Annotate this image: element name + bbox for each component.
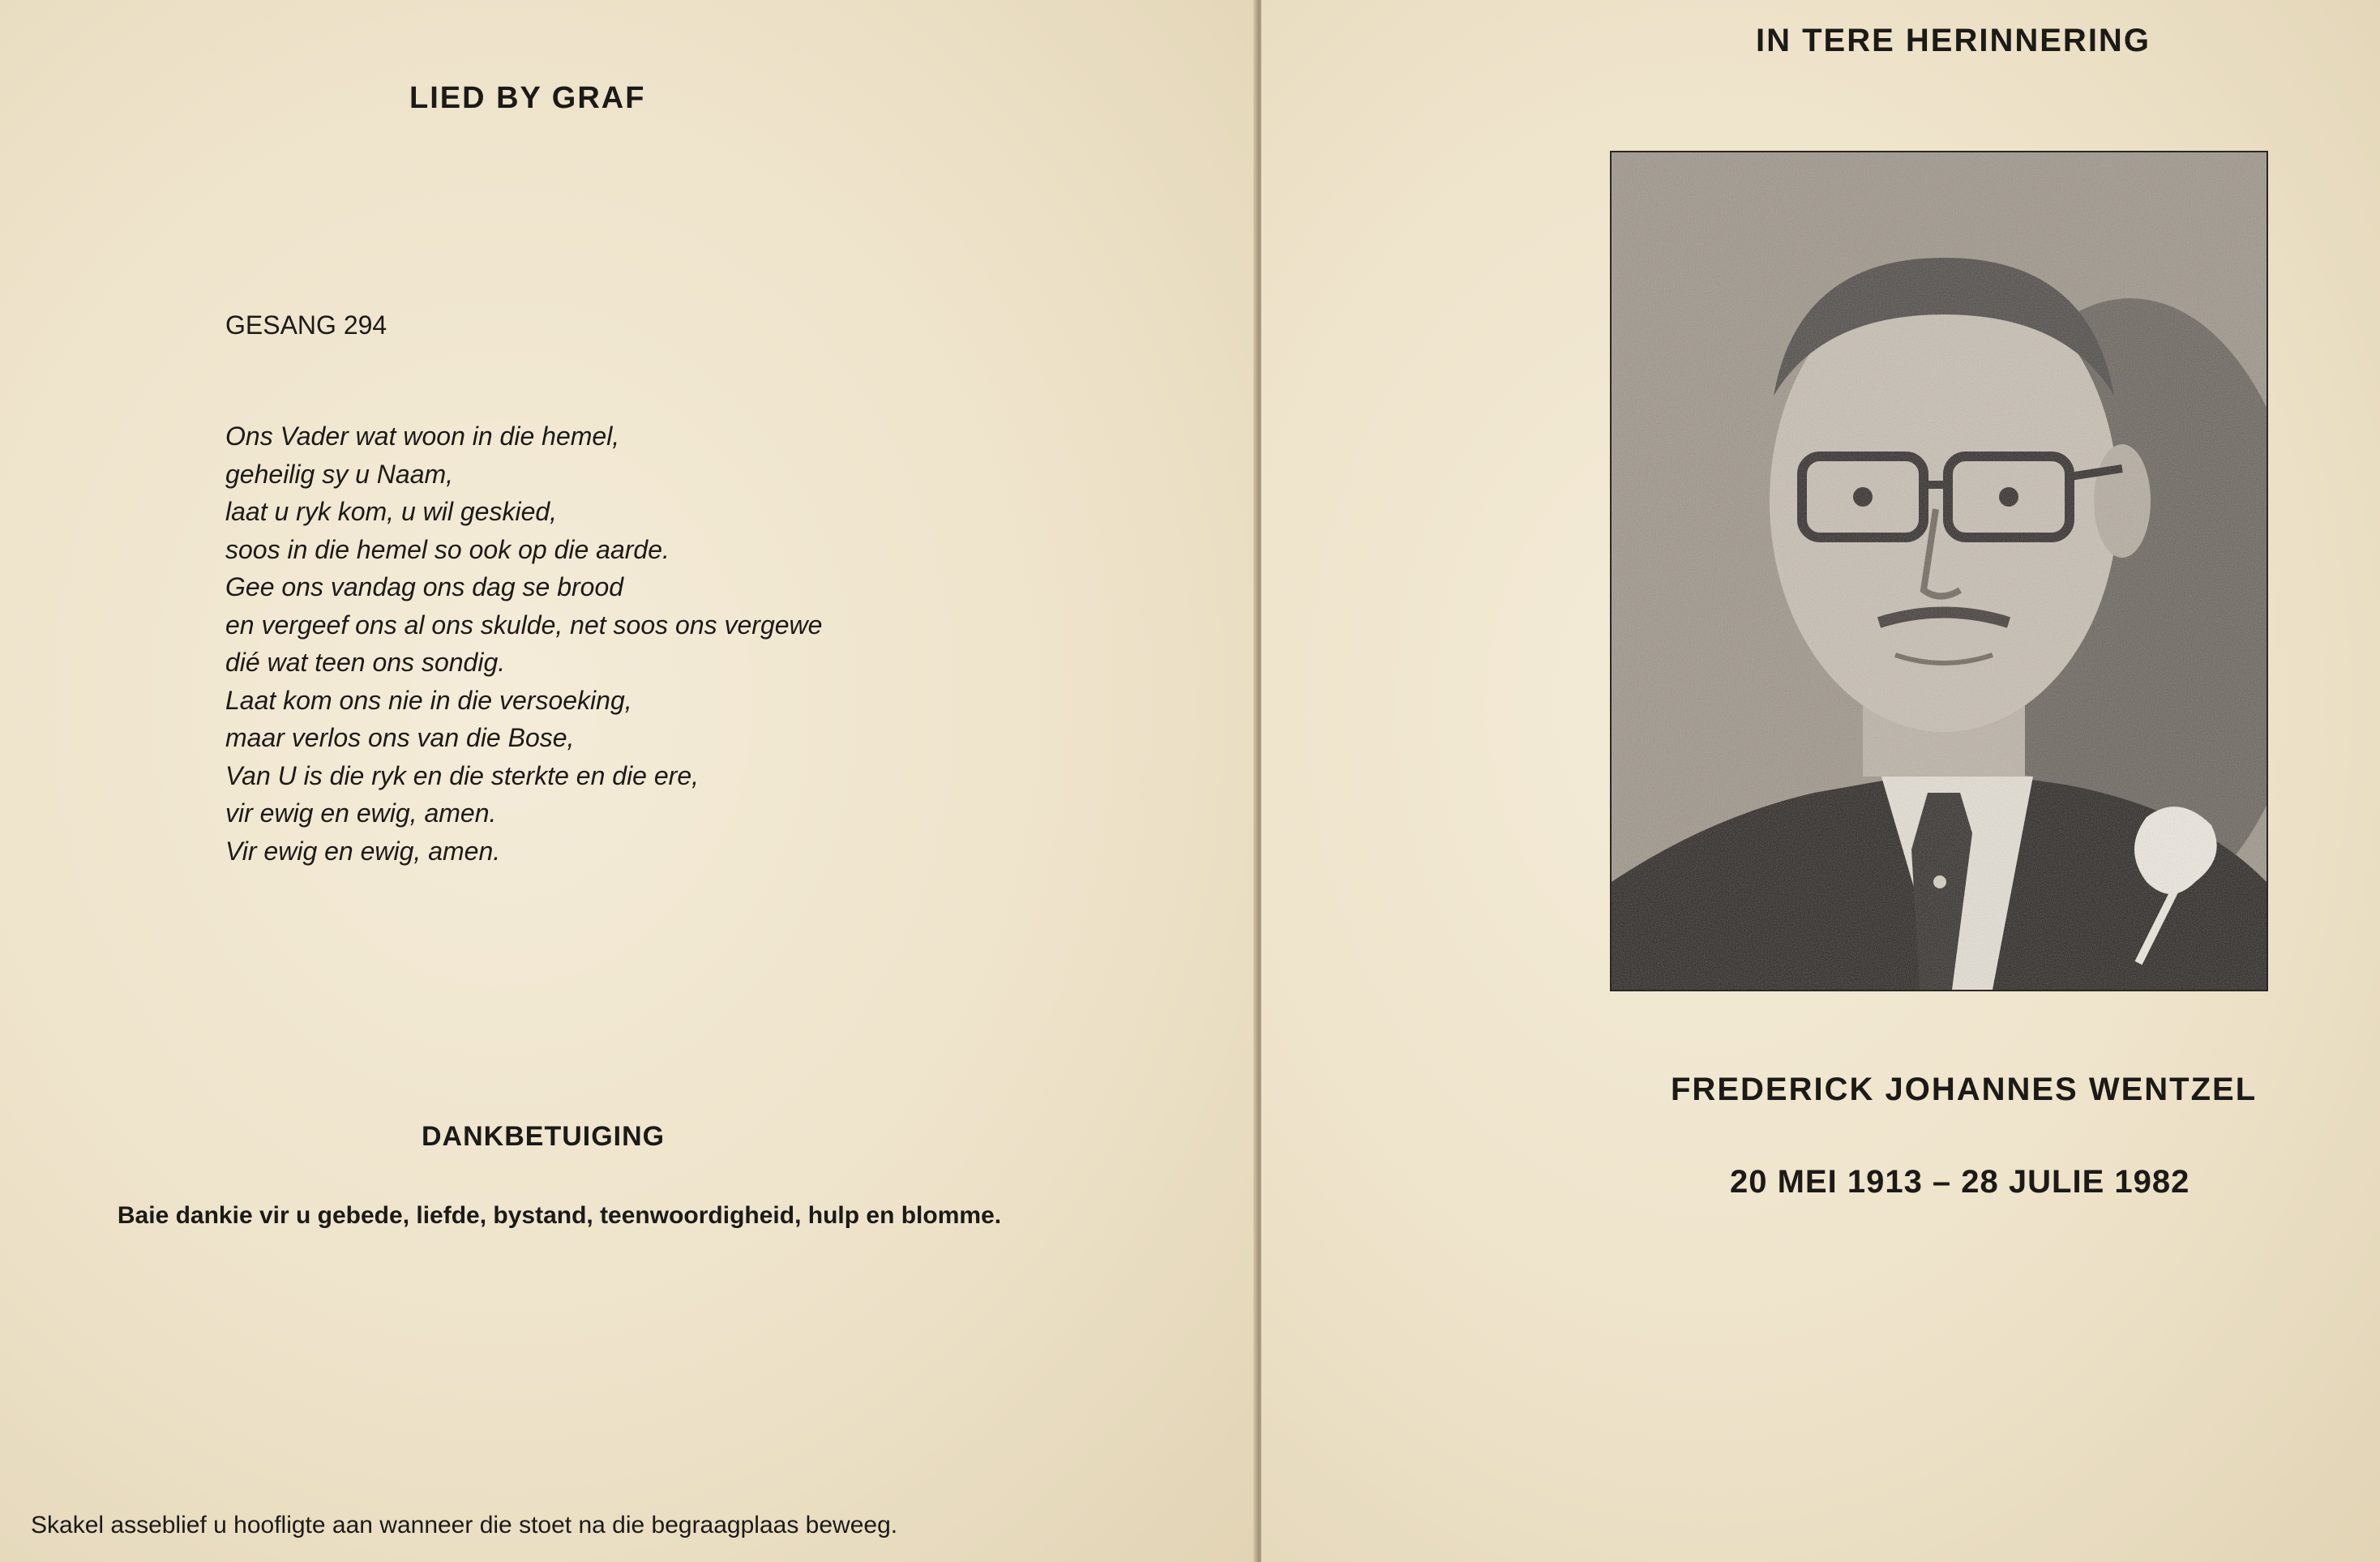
prayer-line: Van U is die ryk en die sterkte en die ere, (225, 760, 699, 790)
dankbetuiging-heading: DANKBETUIGING (422, 1121, 666, 1152)
right-page (1261, 0, 2380, 1562)
prayer-line: maar verlos ons van die Bose, (225, 723, 575, 752)
prayer-line: soos in die hemel so ook op die aarde. (225, 534, 670, 564)
prayer-line: en vergeef ons al ons skulde, net soos ons vergewe (225, 610, 823, 640)
gesang-number: GESANG 294 (225, 310, 387, 340)
prayer-line: laat u ryk kom, u wil geskied, (225, 497, 558, 526)
in-tere-herinnering-heading: IN TERE HERINNERING (1756, 23, 2151, 58)
prayer-line: dié wat teen ons sondig. (225, 648, 506, 677)
prayer-line: geheilig sy u Naam, (225, 459, 454, 489)
prayer-line: Gee ons vandag ons dag se brood (225, 572, 624, 601)
headlights-note: Skakel asseblief u hoofligte aan wanneer die stoet na die begraagplaas beweeg. (31, 1512, 898, 1538)
portrait-icon (1612, 152, 2267, 990)
portrait-photo (1610, 151, 2268, 991)
prayer-line: Laat kom ons nie in die versoeking, (225, 685, 632, 715)
deceased-name: FREDERICK JOHANNES WENTZEL (1671, 1072, 2258, 1107)
prayer-line: vir ewig en ewig, amen. (225, 798, 497, 828)
prayer-line: Ons Vader wat woon in die hemel, (225, 422, 620, 451)
prayer-text (225, 417, 822, 870)
lied-by-graf-heading: LIED BY GRAF (409, 81, 646, 115)
life-dates: 20 MEI 1913 – 28 JULIE 1982 (1730, 1164, 2190, 1200)
dankbetuiging-text: Baie dankie vir u gebede, liefde, bystand, teenwoordigheid, hulp en blomme. (117, 1202, 1002, 1229)
prayer-line: Vir ewig en ewig, amen. (225, 836, 501, 866)
